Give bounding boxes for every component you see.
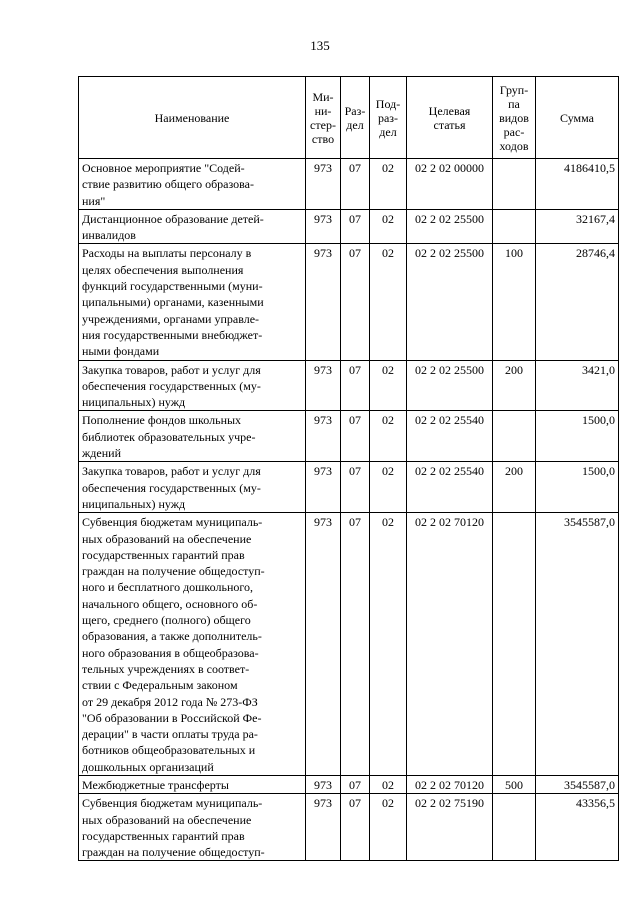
row-target-cell: 02 2 02 70120 [407, 513, 493, 776]
header-amount: Сумма [536, 77, 619, 159]
row-subsection-cell: 02 [370, 411, 407, 462]
row-section-cell: 07 [341, 159, 370, 210]
row-subsection-cell: 02 [370, 244, 407, 360]
table-row [79, 775, 619, 793]
row-name-cell: Пополнение фондов школьных библиотек образовательных учре- ждений [79, 411, 306, 462]
row-name-cell: Межбюджетные трансферты [79, 775, 306, 793]
row-subsection-cell: 02 [370, 159, 407, 210]
row-subsection-cell: 02 [370, 775, 407, 793]
table-header-row [79, 77, 619, 159]
table-row [79, 462, 619, 513]
row-amount-cell: 3545587,0 [536, 513, 619, 776]
row-amount-cell: 3421,0 [536, 360, 619, 411]
table-row [79, 244, 619, 360]
header-section: Раз- дел [341, 77, 370, 159]
budget-table [78, 76, 619, 861]
table-row [79, 411, 619, 462]
row-amount-cell: 1500,0 [536, 411, 619, 462]
row-expense-group-cell [493, 513, 536, 776]
header-ministry: Ми- ни- стер- ство [306, 77, 341, 159]
row-name-cell: Основное мероприятие "Содей- ствие развитию общего образова- ния" [79, 159, 306, 210]
row-section-cell: 07 [341, 244, 370, 360]
header-target: Целевая статья [407, 77, 493, 159]
row-section-cell: 07 [341, 411, 370, 462]
header-name: Наименование [79, 77, 306, 159]
page-number: 135 [310, 38, 330, 53]
table-body [79, 159, 619, 861]
row-subsection-cell: 02 [370, 513, 407, 776]
row-target-cell: 02 2 02 00000 [407, 159, 493, 210]
row-name-cell: Закупка товаров, работ и услуг для обеспечения государственных (му- ниципальных) нужд [79, 360, 306, 411]
row-ministry-cell: 973 [306, 462, 341, 513]
row-section-cell: 07 [341, 360, 370, 411]
row-section-cell: 07 [341, 462, 370, 513]
row-target-cell: 02 2 02 25500 [407, 209, 493, 244]
row-name-cell: Субвенция бюджетам муниципаль- ных образований на обеспечение государственных гарантий прав граждан на получение общедоступ- ного и бесплатного дошкольного, начального общего, основного об- щего, среднего (полного) общего образования, а также дополнитель- ного образования в общеобразова- тельных учреждениях в соответ- ствии с Федеральным законом от 29 декабря 2012 года № 273-ФЗ "Об образовании в Российской Фе- дерации" в части оплаты труда ра- ботников общеобразовательных и дошкольных организаций [79, 513, 306, 776]
row-name-cell: Субвенция бюджетам муниципаль- ных образований на обеспечение государственных гарантий прав граждан на получение общедоступ- [79, 794, 306, 861]
row-expense-group-cell [493, 159, 536, 210]
row-name-cell: Расходы на выплаты персоналу в целях обеспечения выполнения функций государственными (муни- ципальными) органами, казенными учреждениями, органами управле- ния государственными внебюджет- ными фондами [79, 244, 306, 360]
row-expense-group-cell [493, 209, 536, 244]
row-target-cell: 02 2 02 25500 [407, 244, 493, 360]
row-name-cell: Закупка товаров, работ и услуг для обеспечения государственных (му- ниципальных) нужд [79, 462, 306, 513]
row-target-cell: 02 2 02 75190 [407, 794, 493, 861]
row-target-cell: 02 2 02 70120 [407, 775, 493, 793]
table-row [79, 360, 619, 411]
row-ministry-cell: 973 [306, 794, 341, 861]
row-expense-group-cell: 500 [493, 775, 536, 793]
row-subsection-cell: 02 [370, 794, 407, 861]
table-row [79, 794, 619, 861]
row-amount-cell: 1500,0 [536, 462, 619, 513]
row-target-cell: 02 2 02 25540 [407, 411, 493, 462]
header-expense-group: Груп- па видов рас- ходов [493, 77, 536, 159]
row-amount-cell: 4186410,5 [536, 159, 619, 210]
row-ministry-cell: 973 [306, 411, 341, 462]
row-target-cell: 02 2 02 25500 [407, 360, 493, 411]
row-subsection-cell: 02 [370, 209, 407, 244]
row-ministry-cell: 973 [306, 209, 341, 244]
row-expense-group-cell [493, 794, 536, 861]
row-expense-group-cell: 100 [493, 244, 536, 360]
row-subsection-cell: 02 [370, 462, 407, 513]
row-expense-group-cell [493, 411, 536, 462]
row-ministry-cell: 973 [306, 244, 341, 360]
row-ministry-cell: 973 [306, 360, 341, 411]
table-row [79, 209, 619, 244]
row-section-cell: 07 [341, 513, 370, 776]
row-section-cell: 07 [341, 794, 370, 861]
row-ministry-cell: 973 [306, 159, 341, 210]
row-amount-cell: 28746,4 [536, 244, 619, 360]
row-section-cell: 07 [341, 209, 370, 244]
row-expense-group-cell: 200 [493, 360, 536, 411]
row-name-cell: Дистанционное образование детей- инвалидов [79, 209, 306, 244]
row-expense-group-cell: 200 [493, 462, 536, 513]
row-ministry-cell: 973 [306, 775, 341, 793]
row-amount-cell: 3545587,0 [536, 775, 619, 793]
row-amount-cell: 32167,4 [536, 209, 619, 244]
row-section-cell: 07 [341, 775, 370, 793]
table-row [79, 159, 619, 210]
table-row [79, 513, 619, 776]
row-target-cell: 02 2 02 25540 [407, 462, 493, 513]
row-ministry-cell: 973 [306, 513, 341, 776]
header-subsection: Под- раз- дел [370, 77, 407, 159]
row-subsection-cell: 02 [370, 360, 407, 411]
row-amount-cell: 43356,5 [536, 794, 619, 861]
